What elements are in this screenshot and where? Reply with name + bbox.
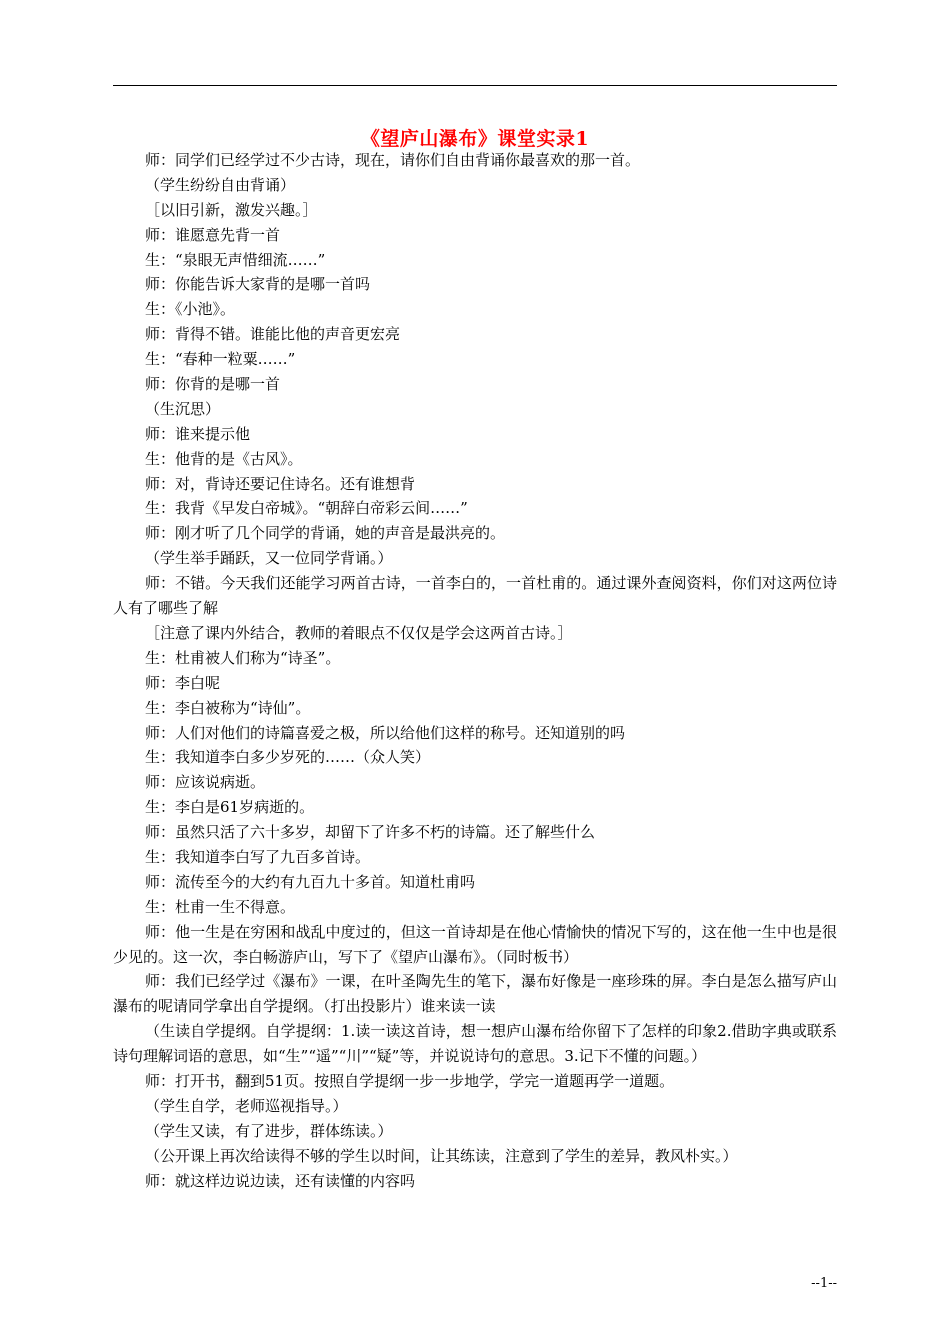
text-line: 生：李白是61岁病逝的。 bbox=[145, 798, 315, 817]
text-line: （公开课上再次给读得不够的学生以时间，让其练读，注意到了学生的差异，教风朴实。） bbox=[145, 1146, 738, 1165]
text-line: 师：应该说病逝。 bbox=[145, 773, 266, 792]
text-line: ［以旧引新，激发兴趣。］ bbox=[145, 200, 318, 219]
text-line: 师：人们对他们的诗篇喜爱之极，所以给他们这样的称号。还知道别的吗 bbox=[145, 723, 626, 742]
paragraph: 师：我们已经学过《瀑布》一课，在叶圣陶先生的笔下，瀑布好像是一座珍珠的屏。李白是怎么描写庐山瀑布的呢请同学拿出自学提纲。（打出投影片）谁来读一读 bbox=[113, 972, 837, 1016]
text-line: （生沉思） bbox=[145, 399, 221, 418]
text-line: 生：杜甫被人们称为“诗圣”。 bbox=[145, 648, 341, 667]
text-line: 师：刚才听了几个同学的背诵，她的声音是最洪亮的。 bbox=[145, 524, 506, 543]
text-line: 生：我知道李白多少岁死的……（众人笑） bbox=[145, 748, 431, 767]
text-line: 生：我知道李白写了九百多首诗。 bbox=[145, 847, 371, 866]
document-body bbox=[113, 148, 837, 1194]
text-line: 生：《小池》。 bbox=[145, 300, 236, 319]
text-line: 师：对，背诗还要记住诗名。还有谁想背 bbox=[145, 474, 416, 493]
text-line: 生：“春种一粒粟……” bbox=[145, 350, 296, 369]
text-line: 师：背得不错。谁能比他的声音更宏亮 bbox=[145, 325, 401, 344]
text-line: 师：同学们已经学过不少古诗，现在，请你们自由背诵你最喜欢的那一首。 bbox=[145, 151, 641, 169]
text-line: 师：谁愿意先背一首 bbox=[145, 225, 281, 244]
page-number: --1-- bbox=[811, 1276, 837, 1291]
text-line: 师：打开书，翻到51页。按照自学提纲一步一步地学，学完一道题再学一道题。 bbox=[145, 1072, 675, 1091]
text-line: （学生举手踊跃，又一位同学背诵。） bbox=[145, 549, 393, 568]
text-line: 师：李白呢 bbox=[145, 673, 221, 692]
text-line: 生：“泉眼无声惜细流……” bbox=[145, 250, 326, 269]
paragraph: 师：不错。今天我们还能学习两首古诗，一首李白的，一首杜甫的。通过课外查阅资料，你们对这两位诗人有了哪些了解 bbox=[113, 574, 837, 618]
text-line: 师：谁来提示他 bbox=[145, 424, 251, 443]
text-line: 生：李白被称为“诗仙”。 bbox=[145, 698, 311, 717]
text-line: 生：我背《早发白帝城》。“朝辞白帝彩云间……” bbox=[145, 499, 468, 518]
text-line: 师：流传至今的大约有九百九十多首。知道杜甫吗 bbox=[145, 872, 476, 891]
text-line: （学生又读，有了进步，群体练读。） bbox=[145, 1121, 393, 1140]
paragraph: （生读自学提纲。自学提纲：1.读一读这首诗，想一想庐山瀑布给你留下了怎样的印象2.借助字典或联系诗句理解词语的意思，如“生”“遥”“川”“疑”等，并说说诗句的意思。3.记下不懂的问题。） bbox=[113, 1022, 837, 1066]
paragraph: 师：他一生是在穷困和战乱中度过的，但这一首诗却是在他心情愉快的情况下写的，这在他一生中也是很少见的。这一次，李白畅游庐山，写下了《望庐山瀑布》。（同时板书） bbox=[113, 922, 837, 966]
text-line: （学生自学，老师巡视指导。） bbox=[145, 1096, 348, 1115]
text-line: ［注意了课内外结合，教师的着眼点不仅仅是学会这两首古诗。］ bbox=[145, 623, 573, 642]
text-line: 生：他背的是《古风》。 bbox=[145, 449, 303, 468]
header-rule bbox=[113, 85, 837, 86]
text-line: 师：你能告诉大家背的是哪一首吗 bbox=[145, 275, 371, 294]
text-line: 师：你背的是哪一首 bbox=[145, 375, 281, 394]
text-line: 生：杜甫一生不得意。 bbox=[145, 897, 296, 916]
text-line: 师：就这样边说边读，还有读懂的内容吗 bbox=[145, 1171, 416, 1190]
text-line: 师：虽然只活了六十多岁，却留下了许多不朽的诗篇。还了解些什么 bbox=[145, 823, 596, 842]
text-line: （学生纷纷自由背诵） bbox=[145, 175, 296, 194]
document-title: 《望庐山瀑布》课堂实录1 bbox=[360, 128, 590, 150]
